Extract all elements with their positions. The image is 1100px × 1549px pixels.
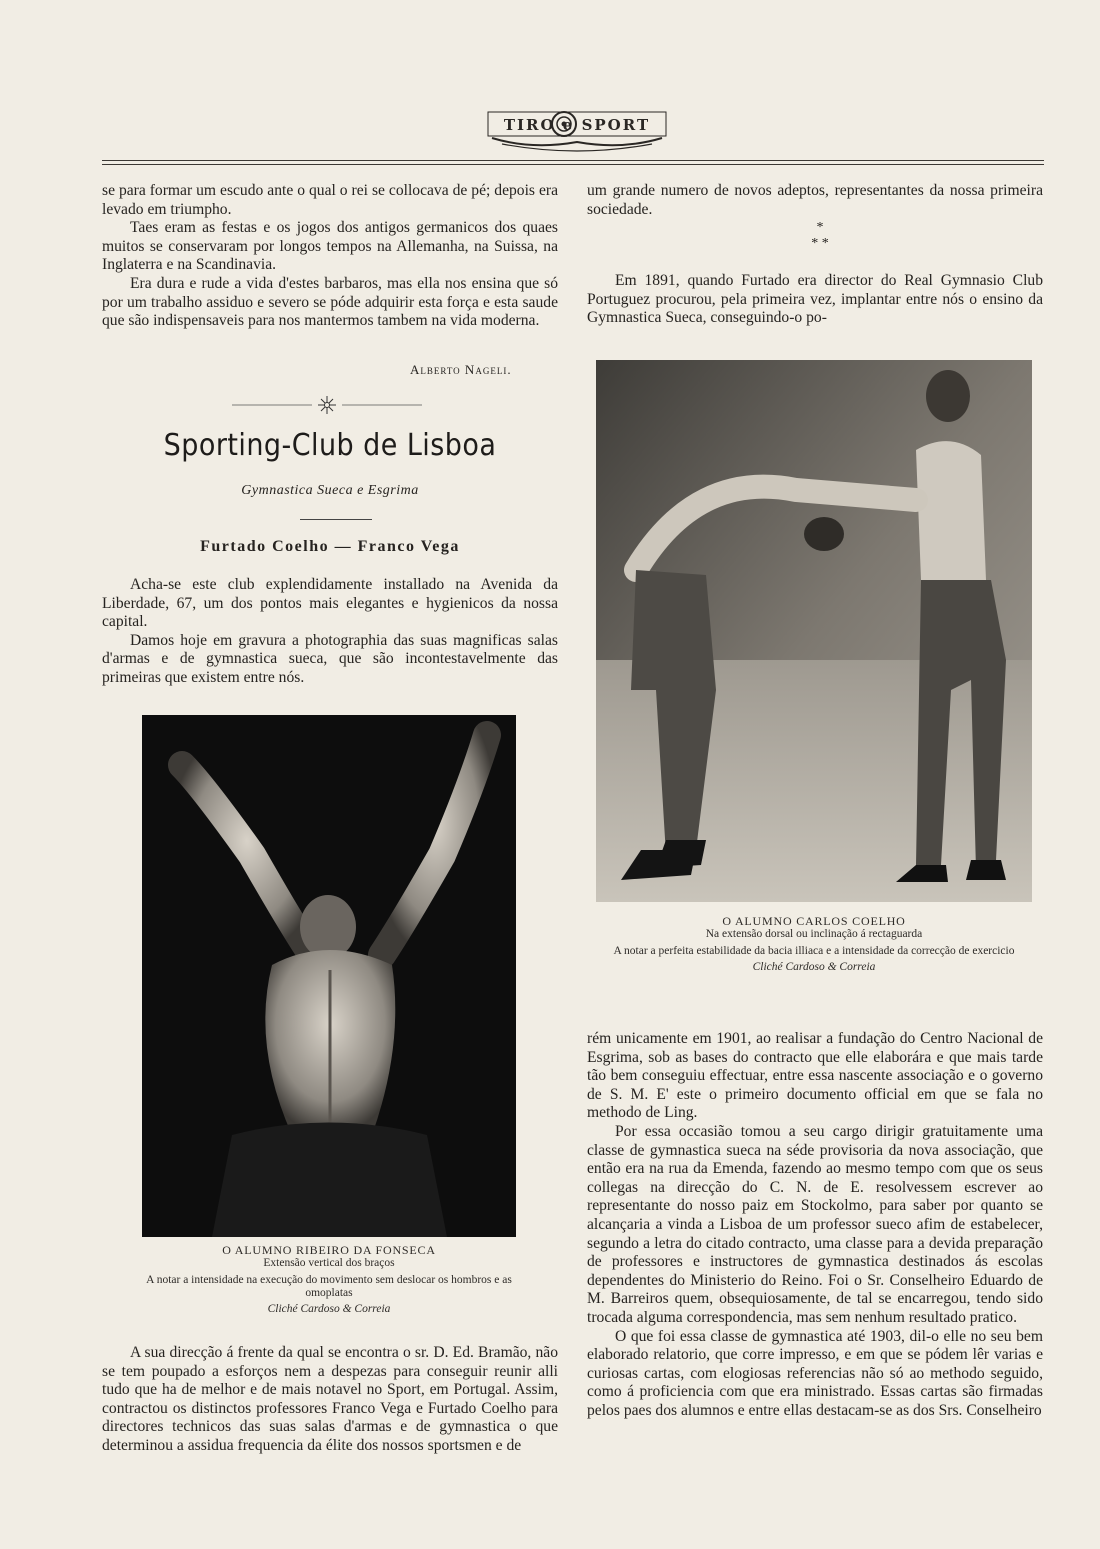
caption-subtitle: Extensão vertical dos braços xyxy=(263,1257,395,1269)
caption-right xyxy=(596,915,1032,974)
caption-left xyxy=(142,1244,516,1316)
caption-credit: Cliché Cardoso & Correia xyxy=(752,961,876,973)
paragraph: rém unicamente em 1901, ao realisar a fundação do Centro Nacional de Esgrima, sob as bases do contracto que elle elaborára e que mais tarde tão bem conseguiu effectuar, entre essa nascente associação e o governo de S. M. E' este o primeiro documento official em que se fala no methodo de Ling. xyxy=(587,1030,1043,1122)
article-authors: Furtado Coelho — Franco Vega xyxy=(200,538,460,555)
caption-title: O ALUMNO CARLOS COELHO xyxy=(722,914,906,928)
asterism-top: * xyxy=(816,220,824,235)
right-bottom-column xyxy=(587,1030,1043,1420)
paragraph: um grande numero de novos adeptos, representantes da nossa primeira sociedade. xyxy=(587,182,1043,218)
paragraph: Taes eram as festas e os jogos dos antigos germanicos dos quaes muitos se conservaram por longos tempos na Allemanha, na Suissa, na Inglaterra e na Scandinavia. xyxy=(102,219,558,274)
header-rule-bottom xyxy=(102,164,1044,165)
paragraph: Por essa occasião tomou a seu cargo dirigir gratuitamente uma classe de gymnastica sueca na séde provisoria da nova associação, que então era na rua da Emenda, fazendo ao mesmo tempo com que os seus collegas na direcção do C. N. de E. resolvessem escrever ao representante do nosso paiz em Stockolmo, para saber por quanto se alcançaria a vinda a Lisboa de um professor sueco afim de estabelecer, segundo a letra do citado contracto, uma classe para a devida preparação de professores e instructores de gymnastica destinados ás escolas dependentes do Ministerio do Reino. Foi o Sr. Conselheiro Eduardo de M. Barreiros quem, obsequiosamente, de tal se encarregou, tendo sido trocada alguma correspondencia, mas sem nenhum resultado pratico. xyxy=(587,1122,1043,1326)
left-bottom-column xyxy=(102,1344,558,1456)
article-title: Sporting-Club de Lisboa xyxy=(163,428,497,463)
caption-title: O ALUMNO RIBEIRO DA FONSECA xyxy=(222,1243,436,1257)
left-top-column xyxy=(102,182,558,331)
photo-ribeiro-da-fonseca xyxy=(142,715,516,1237)
paragraph: A sua direcção á frente da qual se encontra o sr. D. Ed. Bramão, não se tem poupado a esforços nem a despezas para conseguir reunir alli tudo que ha de melhor e de mais notavel no Sport, em Portugal. Assim, contractou os distinctos professores Franco Vega e Furtado Coelho para directores technicos das suas salas d'armas e de gymnastica o que determinou a assidua frequencia da élite dos nossos sportsmen e de xyxy=(102,1344,558,1454)
article-subtitle: Gymnastica Sueca e Esgrima xyxy=(241,483,419,498)
ornament-divider xyxy=(232,395,422,415)
photo-carlos-coelho xyxy=(596,360,1032,902)
right-top-column xyxy=(587,182,1043,219)
header-rule-top xyxy=(102,160,1044,161)
paragraph: se para formar um escudo ante o qual o rei se collocava de pé; depois era levado em triumpho. xyxy=(102,182,558,218)
masthead-text: TIRO e SPORT xyxy=(503,116,651,134)
author-signature: Alberto Nageli. xyxy=(410,362,512,377)
caption-note: A notar a intensidade na execução do movimento sem deslocar os hombros e as omoplatas xyxy=(146,1274,512,1299)
masthead-logo xyxy=(472,98,682,158)
paragraph: Em 1891, quando Furtado era director do Real Gymnasio Club Portuguez procurou, pela primeira vez, implantar entre nós o ensino da Gymnastica Sueca, conseguindo-o po- xyxy=(587,272,1043,327)
asterism-divider xyxy=(760,220,880,252)
caption-credit: Cliché Cardoso & Correia xyxy=(267,1303,391,1315)
paragraph: Damos hoje em gravura a photographia das suas magnificas salas d'armas e de gymnastica sueca, que são incontestavelmente das primeiras que existem entre nós. xyxy=(102,631,558,686)
asterism-bottom: * * xyxy=(811,236,829,251)
caption-note: A notar a perfeita estabilidade da bacia illiaca e a intensidade da correcção de exercicio xyxy=(613,945,1015,957)
paragraph: O que foi essa classe de gymnastica até 1903, dil-o elle no seu bem elaborado relatorio, que corre impresso, e em que se pódem lêr varias e curiosas cartas, com elogiosas referencias não só ao methodo seguido, como á proficiencia com que era ministrado. Essas cartas são firmadas pelos paes dos alumnos e entre ellas destacam-se as dos Srs. Conselheiro xyxy=(587,1327,1043,1419)
short-divider xyxy=(300,519,372,520)
article-intro xyxy=(102,576,558,688)
paragraph: Acha-se este club explendidamente installado na Avenida da Liberdade, 67, um dos pontos mais elegantes e hygienicos da nossa capital. xyxy=(102,576,558,631)
right-top-column-cont xyxy=(587,272,1043,328)
caption-subtitle: Na extensão dorsal ou inclinação á rectaguarda xyxy=(705,928,923,940)
paragraph: Era dura e rude a vida d'estes barbaros, mas ella nos ensina que só por um trabalho assiduo e severo se póde adquirir esta força e esta saude que são indispensaveis para nos mantermos tambem na vida moderna. xyxy=(102,274,558,330)
